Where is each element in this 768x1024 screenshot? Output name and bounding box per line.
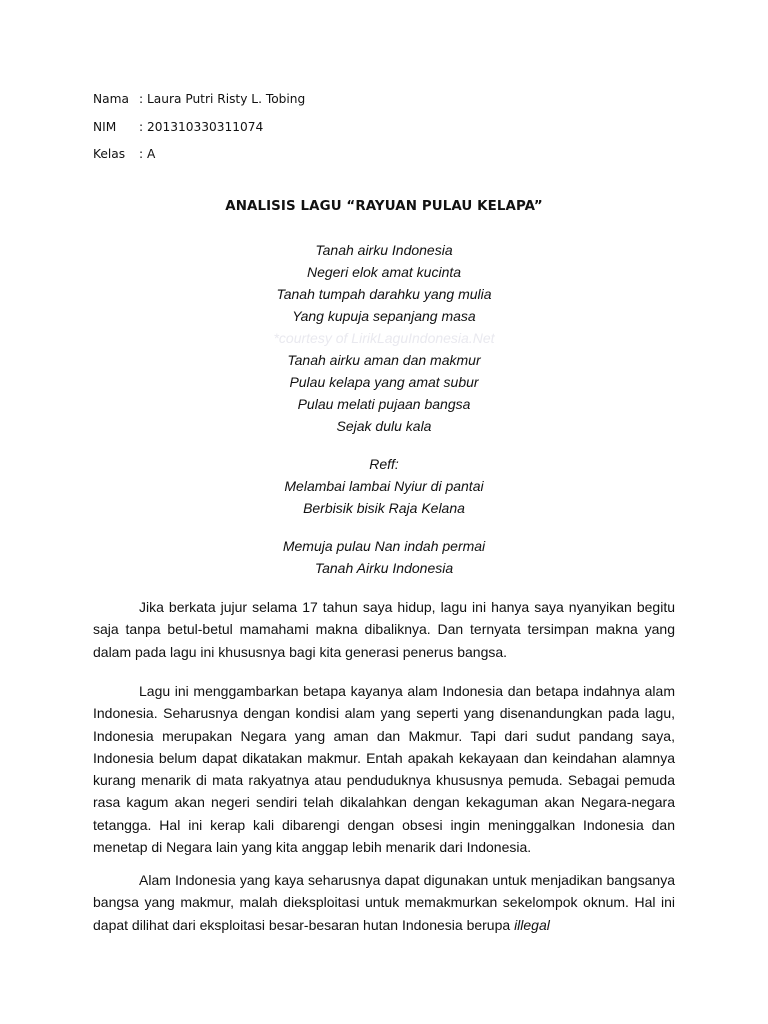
lyric-line: Yang kupuja sepanjang masa bbox=[292, 308, 476, 324]
lyric-line: Berbisik bisik Raja Kelana bbox=[303, 500, 465, 516]
kelas-label: Kelas bbox=[93, 147, 126, 161]
lyric-line: Tanah airku Indonesia bbox=[315, 242, 453, 258]
paragraph-3 bbox=[93, 869, 675, 936]
name-row bbox=[93, 86, 305, 114]
lyric-line: Memuja pulau Nan indah permai bbox=[282, 538, 486, 554]
document-title: ANALISIS LAGU “RAYUAN PULAU KELAPA” bbox=[225, 199, 543, 214]
name-value: : Laura Putri Risty L. Tobing bbox=[139, 92, 306, 106]
nim-row bbox=[93, 114, 305, 142]
reff-label: Reff: bbox=[369, 456, 399, 472]
lyric-line: Melambai lambai Nyiur di pantai bbox=[284, 478, 484, 494]
lyric-line: Tanah airku aman dan makmur bbox=[287, 352, 481, 368]
reff-block bbox=[0, 453, 768, 519]
paragraph-3-italic: illegal bbox=[514, 916, 550, 933]
verse3-block bbox=[0, 535, 768, 579]
lyric-line: Tanah tumpah darahku yang mulia bbox=[276, 286, 492, 302]
kelas-row bbox=[93, 141, 305, 169]
lyrics-block bbox=[0, 239, 768, 437]
watermark: *courtesy of LirikLaguIndonesia.Net bbox=[273, 330, 495, 346]
lyric-line: Tanah Airku Indonesia bbox=[314, 560, 454, 576]
lyric-line: Pulau melati pujaan bangsa bbox=[297, 396, 471, 412]
paragraph-3-text: Alam Indonesia yang kaya seharusnya dapat digunakan untuk menjadikan bangsanya bangsa yang makmur, malah dieksploitasi untuk memakmurkan sekelompok oknum. Hal ini dapat dilihat dari eksploitasi besar-besaran hutan Indonesia berupa bbox=[93, 872, 675, 933]
nim-label: NIM bbox=[93, 119, 117, 134]
lyric-line: Pulau kelapa yang amat subur bbox=[289, 374, 479, 390]
paragraph-2: Lagu ini menggambarkan betapa kayanya alam Indonesia dan betapa indahnya alam Indonesia. Seharusnya dengan kondisi alam yang seperti yang disenandungkan pada lagu, Indonesia merupakan Negara yang aman dan Makmur. Tapi dari sudut pandang saya, Indonesia belum dapat dikatakan makmur. Entah apakah kekayaan dan keindahan alamnya kurang menarik di mata rakyatnya atau penduduknya khususnya pemuda. Sebagai pemuda rasa kagum akan negeri sendiri telah dikalahkan dengan kekaguman akan Negara-negara tetangga. Hal ini kerap kali dibarengi dengan obsesi ingin meninggalkan Indonesia dan menetap di Negara lain yang kita anggap lebih menarik dari Indonesia. bbox=[93, 683, 675, 856]
paragraph-1: Jika berkata jujur selama 17 tahun saya hidup, lagu ini hanya saya nyanyikan begitu saja tanpa betul-betul mamahami makna dibaliknya. Dan ternyata tersimpan makna yang dalam pada lagu ini khususnya bagi kita generasi penerus bangsa. bbox=[93, 599, 675, 660]
student-info bbox=[93, 86, 305, 169]
kelas-value: : A bbox=[139, 147, 156, 161]
lyric-line: Sejak dulu kala bbox=[336, 418, 432, 434]
nim-value: : 201310330311074 bbox=[139, 119, 264, 134]
name-label: Nama bbox=[93, 92, 129, 106]
lyric-line: Negeri elok amat kucinta bbox=[306, 264, 462, 280]
